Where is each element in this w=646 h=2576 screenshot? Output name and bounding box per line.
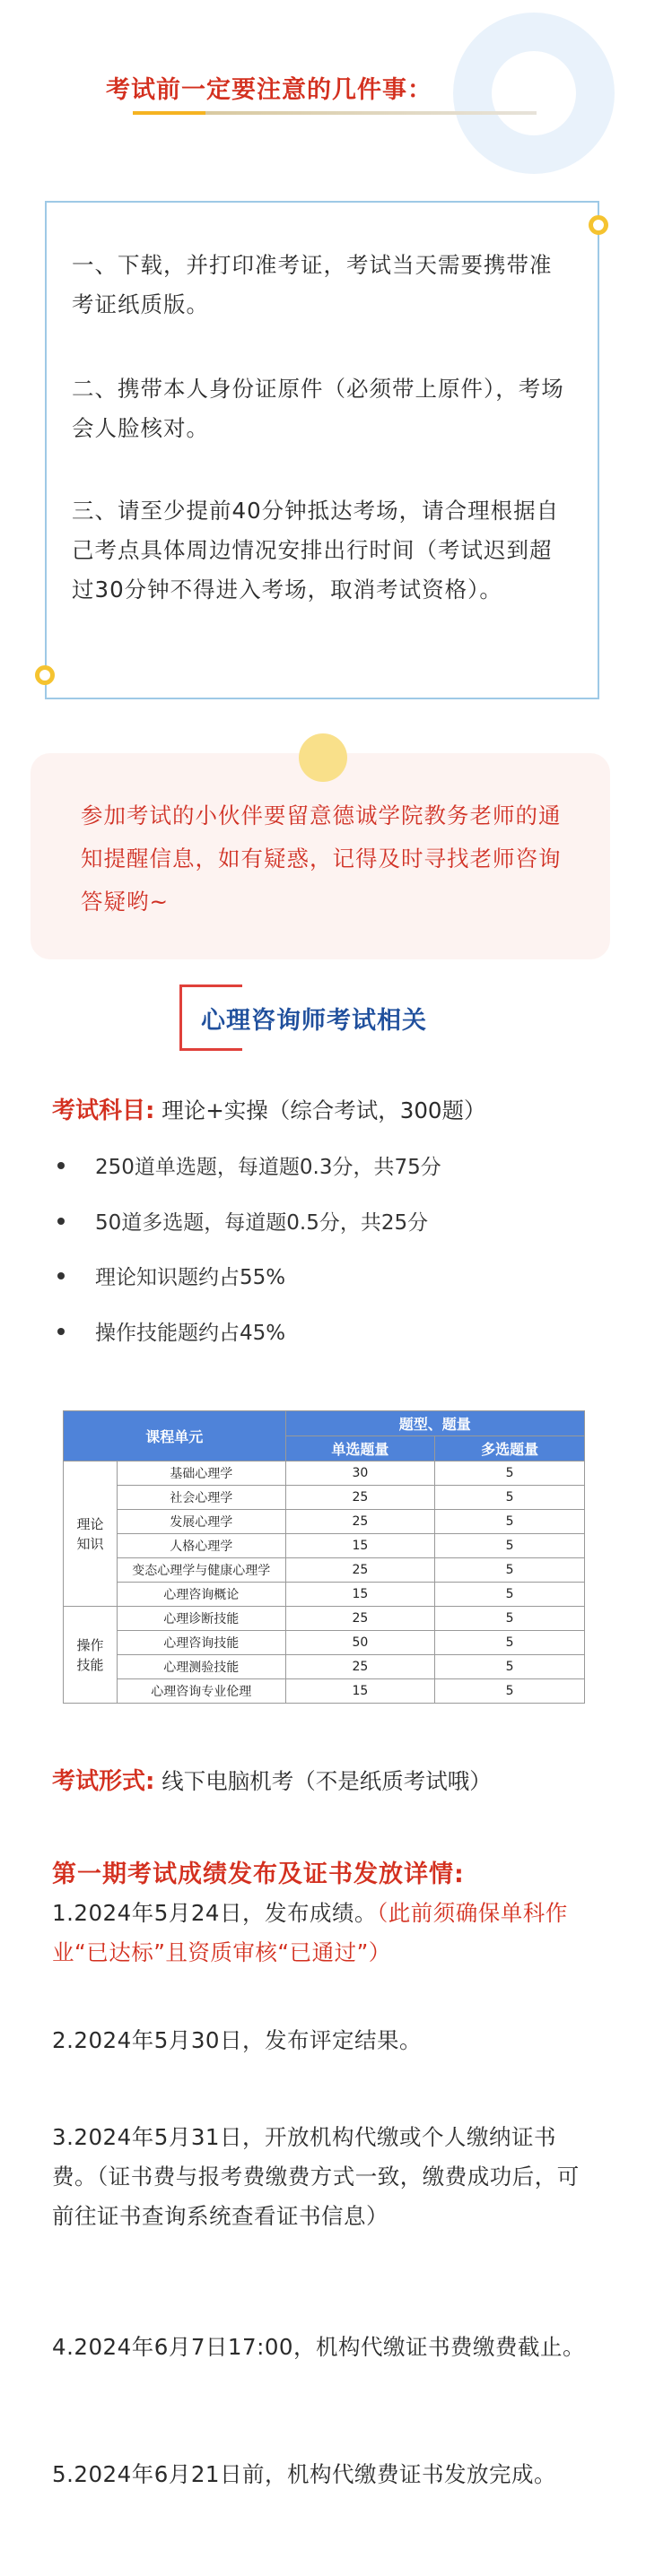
title-underline: [133, 111, 537, 115]
results-item-4: 4.2024年6月7日17:00，机构代缴证书费缴费截止。: [52, 2334, 586, 2360]
subject-value: 理论+实操（综合考试，300题）: [162, 1097, 486, 1123]
results-item-2: 2.2024年5月30日，发布评定结果。: [52, 2027, 422, 2053]
bullet-icon: [57, 1272, 65, 1279]
tip-dot-decoration: [299, 733, 347, 782]
bullet-icon: [57, 1218, 65, 1225]
ring-decoration: [589, 215, 608, 235]
table-row: 心理咨询技能 50 5: [64, 1631, 585, 1655]
table-row: 心理测验技能 25 5: [64, 1655, 585, 1679]
form-row: [52, 1763, 492, 1796]
bullet-icon: [57, 1328, 65, 1335]
tip-text: 参加考试的小伙伴要留意德诚学院教务老师的通知提醒信息，如有疑惑，记得及时寻找老师咨询答疑哟~: [81, 802, 562, 915]
results-item-5: 5.2024年6月21日前，机构代缴费证书发放完成。: [52, 2461, 556, 2487]
results-title: 第一期考试成绩发布及证书发放详情:: [52, 1860, 465, 1888]
notice-item-3: 三、请至少提前40分钟抵达考场，请合理根据自己考点具体周边情况安排出行时间（考试迟到超过30分钟不得进入考场，取消考试资格）。: [72, 498, 560, 603]
form-label: 考试形式:: [52, 1768, 155, 1795]
bullet-item: 250道单选题，每道题0.3分，共75分: [57, 1150, 441, 1180]
table-header-single: 单选题量: [285, 1436, 435, 1461]
notice-item-2: 二、携带本人身份证原件（必须带上原件），考场会人脸核对。: [72, 376, 564, 441]
bullet-item: 理论知识题约占55%: [57, 1261, 285, 1290]
bullet-icon: [57, 1162, 65, 1169]
results-item-3: 3.2024年5月31日，开放机构代缴或个人缴纳证书费。（证书费与报考费缴费方式一致，缴费成功后，可前往证书查询系统查看证书信息）: [52, 2124, 580, 2229]
table-row: 变态心理学与健康心理学 25 5: [64, 1558, 585, 1583]
page-title: 考试前一定要注意的几件事：: [106, 76, 432, 104]
table-header-multi: 多选题量: [435, 1436, 585, 1461]
table-row: 操作 技能 心理诊断技能 25 5: [64, 1607, 585, 1631]
table-row: 心理咨询专业伦理 15 5: [64, 1679, 585, 1704]
bullet-item: 50道多选题，每道题0.5分，共25分: [57, 1206, 428, 1236]
results-item-1: 1.2024年5月24日，发布成绩。（此前须确保单科作业“已达标”且资质审核“已通过”）: [52, 1900, 568, 1965]
table-header-unit: 课程单元: [64, 1411, 286, 1461]
table-row: 人格心理学 15 5: [64, 1534, 585, 1558]
results-item-1-note: （此前须确保单科作业“已达标”且资质审核“已通过”）: [52, 1900, 568, 1965]
table-row: 心理咨询概论 15 5: [64, 1583, 585, 1607]
bullet-item: 操作技能题约占45%: [57, 1316, 285, 1346]
ring-decoration: [35, 665, 55, 685]
group-skills: 操作 技能: [64, 1607, 118, 1704]
table-row: 社会心理学 25 5: [64, 1486, 585, 1510]
exam-table: [63, 1410, 585, 1704]
subject-label: 考试科目:: [52, 1097, 155, 1124]
notice-item-1: 一、下载，并打印准考证，考试当天需要携带准考证纸质版。: [72, 252, 553, 317]
table-row: 发展心理学 25 5: [64, 1510, 585, 1534]
table-row: 理论 知识 基础心理学 30 5: [64, 1461, 585, 1486]
subject-row: [52, 1092, 486, 1125]
section-title: 心理咨询师考试相关: [201, 1007, 427, 1035]
table-header-type: 题型、题量: [285, 1411, 584, 1436]
form-value: 线下电脑机考（不是纸质考试哦）: [162, 1768, 492, 1794]
group-theory: 理论 知识: [64, 1461, 118, 1607]
